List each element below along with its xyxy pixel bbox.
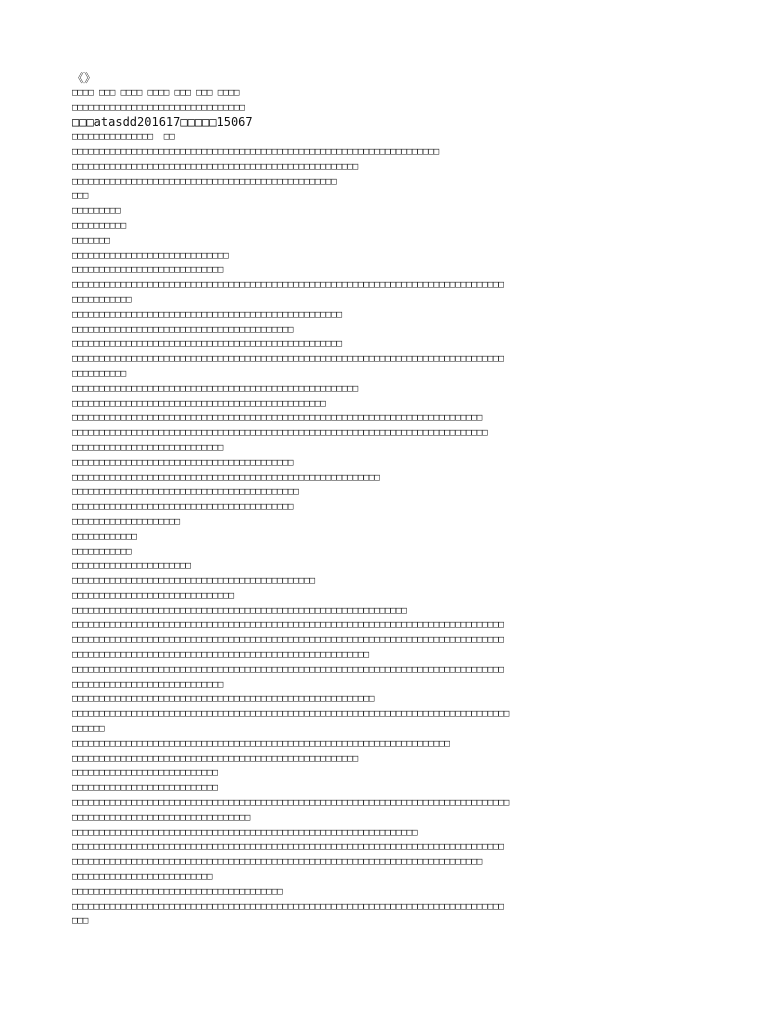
doc-line: □□□□□□□□□□□□□□□□□□□□□□□□□□□□□□□□□□□□□□□□□□□□□□□□□□□□□□□□□□□□□□□□ (72, 826, 418, 838)
doc-line: □□□ (72, 190, 89, 202)
doc-line: □□□□□□□□□□□□□□□□□□□□ (72, 515, 180, 527)
doc-line: □□□□□□□□□□□□□□□□□□□□□□□□□□□□□□□□□□□□□□□□□□□□□□□□□□□□□□□□□□□□□□□□□□□□□□□□□□□□□□□□ (72, 279, 504, 291)
doc-line: □□□□□□□□□□ (72, 219, 126, 231)
doc-line: □□□□□□□□□□□□□□□□□□□□□□□□□□□□□□□□□□□□□□□□□□□□□□□□□□□□□□□□□□□□□□□□□□□□□□□□□□□□□□□□□ (72, 797, 510, 809)
doc-line: 《》 (72, 71, 97, 85)
doc-line: □□□ (72, 915, 89, 927)
doc-line: □□□□□□□□□□□□□□□□□□□□□□□□□□□□□□□□□□□□□□□□□ (72, 323, 294, 335)
doc-line: □□□□□□□□□□□□□□□□□□□□□□□□□□□□□□□□□□□□□□□□□□□□□□□□□□□□□ (72, 382, 359, 394)
doc-line: □□□□ □□□ □□□□ □□□□ □□□ □□□ □□□□ (72, 86, 240, 98)
doc-line: □□□□□□□□□□□□□□□□□□□□□□□□□□□□ (72, 678, 224, 690)
doc-line: □□□□□□□□□□□□ (72, 530, 137, 542)
doc-line: □□□□□□□□□□□□□□□□□□□□□□□□□□□□□□□□□□□□□□□□□□□□□□□□□□□□□□□□□□□□□□□□□□□□□□□□□□□□□□□□ (72, 900, 504, 912)
doc-line: □□□□□□□□□□□□□□□□□□□□□□□□□□□□□□□□□□□□□□□□□□□□□□□□□□□□□□□□□□□□□□ (72, 604, 407, 616)
doc-line: □□□□□□□□□□□□□□□□□□□□□□□□□□□□□□□□□□□□□□□□□□□□□□□□□□ (72, 338, 342, 350)
doc-line: □□□□□□□□□□□□□□□□□□□□□□□□□□□□□□□□□□□□□□□ (72, 885, 283, 897)
doc-line: □□□□□□□□□ (72, 205, 121, 217)
doc-line: □□□□□□□□□□□□□□□□□□□□□□□□□□□□□□□□□□□□□□□□□□ (72, 486, 299, 498)
document-body (72, 71, 712, 929)
doc-line: □□□□□□□□□□□□□□□□□□□□□□□□□□□□□□□□□□□□□□□□□ (72, 456, 294, 468)
doc-line: □□□□□□□□□□□□□□□□□□□□□□□□□□□□□□□□□□□□□□□□□□□□□□□□□□□□□□□□□□□□□□□□□□□□□□□□□□□□□□□□ (72, 353, 504, 365)
doc-line: □□□□□□□□□□□□□□□□□□□□□□□□□□□□□□□□□□□□□□□□□□□□□□□□□□□□□□□□□□□□□□□□□□□□□□□□□□□□ (72, 412, 483, 424)
doc-line: □□□□□□□□□□□□□□□□□□□□□□□□□□□□□ (72, 249, 229, 261)
doc-line: □□□□□□□□□□□□□□□□□□□□□□□□□□ (72, 871, 213, 883)
doc-line: □□□□□□□□□□□□□□□□□□□□□□□□□□□□□□□□ (72, 101, 245, 113)
doc-line: □□□□□□□□□□□ (72, 545, 132, 557)
doc-line: □□□□□□□□□□ (72, 367, 126, 379)
doc-line: □□□□□□□□□□□□□□□□□□□□□□□□□□□□□□ (72, 589, 234, 601)
doc-line: □□□□□□□□□□□□□□□ □□ (72, 131, 175, 143)
doc-line: □□□□□□□□□□□□□□□□□□□□□□□□□□□□□□□□□□□□□□□□□□□□□□□□□□□□□□□□□□□□□□□□□□□□□□□□□□□□□□□□ (72, 634, 504, 646)
doc-line: □□□□□□□□□□□□□□□□□□□□□□□□□□□□□□□□□□□□□□□□□□□□□ (72, 575, 315, 587)
doc-line: □□□□□□□□□□□□□□□□□□□□□□□□□□□□□□□□□□□□□□□□□□□□□□□□□□□□□□□□□□□□□□□□□□□□□□□□□□□□□□□□ (72, 663, 504, 675)
doc-line: □□□□□□□□□□□□□□□□□□□□□□□□□□□□□□□□□□□□□□□□□ (72, 501, 294, 513)
doc-line: □□□□□□□□□□□□□□□□□□□□□□□□□□□□□□□□□□□□□□□□□□□□□□□□□□□□□ (72, 160, 359, 172)
doc-line: □□□□□□□□□□□ (72, 293, 132, 305)
doc-line: □□□□□□□□□□□□□□□□□□□□□□□□□□□□□□□□□□□□□□□□□□□□□□□□□□□□□□□□□□□□□□□□□□□□□□□□□□□□ (72, 856, 483, 868)
doc-line: □□□□□□□□□□□□□□□□□□□□□□□□□□□□□□□□□□□□□□□□□□□□□□□□□□□□□□□□□□□□□□□□□□□□□□□□□□□□□□□□ (72, 619, 504, 631)
doc-line: □□□atasdd201617□□□□□15067 (72, 115, 253, 130)
doc-line: □□□□□□ (72, 723, 105, 735)
doc-line: □□□□□□□□□□□□□□□□□□□□□□□□□□□□□□□□□□□□□□□□□□□□□□□□□ (72, 175, 337, 187)
doc-line: □□□□□□□□□□□□□□□□□□□□□□□□□□□□□□□□□□□□□□□□□□□□□□□□□□□□□□□□□□□□□□□□□□□□ (72, 145, 440, 157)
doc-line: □□□□□□□□□□□□□□□□□□□□□□□□□□□□□□□□□□□□□□□□□□□□□□□□□□□□□□□□□□□□□□□□□□□□□□ (72, 737, 450, 749)
doc-line: □□□□□□□□□□□□□□□□□□□□□□□□□□□ (72, 767, 218, 779)
doc-line: □□□□□□□□□□□□□□□□□□□□□□□□□□□□□□□□□□□□□□□□□□□□□□□□□□□□□□□□ (72, 693, 375, 705)
doc-line: □□□□□□□□□□□□□□□□□□□□□□□□□□□□ (72, 441, 224, 453)
doc-line: □□□□□□□ (72, 234, 110, 246)
doc-line: □□□□□□□□□□□□□□□□□□□□□□□□□□□□□□□□□□□□□□□□□□□□□□□□□□□□□□□□□□□□□□□□□□□□□□□□□□□□□ (72, 427, 488, 439)
doc-line: □□□□□□□□□□□□□□□□□□□□□□□□□□□□ (72, 264, 224, 276)
doc-line: □□□□□□□□□□□□□□□□□□□□□□□□□□□□□□□□□□□□□□□□□□□□□□□□□□□□□□□□□□□□□□□□□□□□□□□□□□□□□□□□ (72, 841, 504, 853)
doc-line: □□□□□□□□□□□□□□□□□□□□□□□□□□□□□□□□□ (72, 811, 251, 823)
doc-line: □□□□□□□□□□□□□□□□□□□□□□□□□□□□□□□□□□□□□□□□□□□□□□□ (72, 397, 326, 409)
doc-line: □□□□□□□□□□□□□□□□□□□□□□□□□□□□□□□□□□□□□□□□□□□□□□□□□□□□□□□ (72, 649, 369, 661)
doc-line: □□□□□□□□□□□□□□□□□□□□□□ (72, 560, 191, 572)
doc-line: □□□□□□□□□□□□□□□□□□□□□□□□□□□□□□□□□□□□□□□□□□□□□□□□□□□□□□□□□□□□□□□□□□□□□□□□□□□□□□□□□ (72, 708, 510, 720)
doc-line: □□□□□□□□□□□□□□□□□□□□□□□□□□□□□□□□□□□□□□□□□□□□□□□□□□□□□ (72, 752, 359, 764)
doc-line: □□□□□□□□□□□□□□□□□□□□□□□□□□□□□□□□□□□□□□□□□□□□□□□□□□□□□□□□□ (72, 471, 380, 483)
doc-line: □□□□□□□□□□□□□□□□□□□□□□□□□□□ (72, 782, 218, 794)
doc-line: □□□□□□□□□□□□□□□□□□□□□□□□□□□□□□□□□□□□□□□□□□□□□□□□□□ (72, 308, 342, 320)
